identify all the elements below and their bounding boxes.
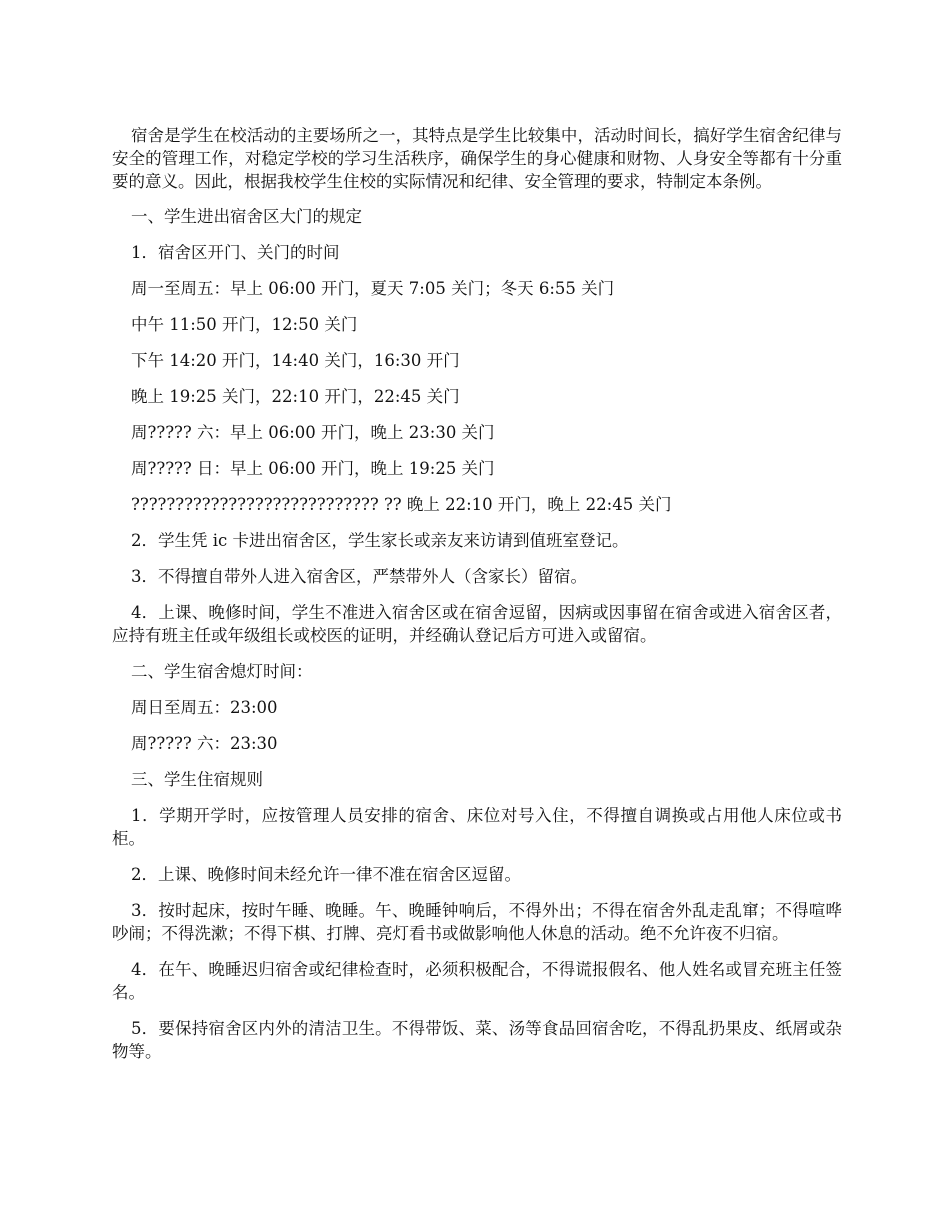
- lights-out-saturday: 周????? 六：23:30: [131, 734, 278, 753]
- schedule-line-sunday: 周????? 日：早上 06:00 开门，晚上 19:25 关门: [131, 459, 495, 478]
- dorm-rule-inspection: 4．在午、晚睡迟归宿舍或纪律检查时，必须积极配合，不得谎报假名、他人姓名或冒充班主任签名。: [112, 960, 842, 1002]
- rule-item-class-time-access: 4．上课、晚修时间，学生不准进入宿舍区或在宿舍逗留，因病或因事留在宿舍或进入宿舍区者，应持有班主任或年级组长或校医的证明，并经确认登记后方可进入或留宿。: [112, 603, 842, 645]
- intro-paragraph: 宿舍是学生在校活动的主要场所之一，其特点是学生比较集中，活动时间长，搞好学生宿舍纪律与安全的管理工作，对稳定学校的学习生活秩序，确保学生的身心健康和财物、人身安全等都有十分重要的意义。因此，根据我校学生住校的实际情况和纪律、安全管理的要求，特制定本条例。: [112, 126, 842, 191]
- rule-item-ic-card: 2．学生凭 ic 卡进出宿舍区，学生家长或亲友来访请到值班室登记。: [131, 531, 629, 550]
- section-heading-gate-rules: 一、学生进出宿舍区大门的规定: [131, 207, 362, 226]
- dorm-rule-no-lingering: 2．上课、晚修时间未经允许一律不准在宿舍区逗留。: [131, 865, 521, 884]
- schedule-line-noon: 中午 11:50 开门，12:50 关门: [131, 315, 358, 334]
- schedule-line-evening: 晚上 19:25 关门，22:10 开门，22:45 关门: [131, 387, 460, 406]
- lights-out-weekday: 周日至周五：23:00: [131, 698, 278, 717]
- dorm-rule-cleanliness: 5．要保持宿舍区内外的清洁卫生。不得带饭、菜、汤等食品回宿舍吃，不得乱扔果皮、纸屑或杂物等。: [112, 1019, 842, 1061]
- schedule-line-saturday: 周????? 六：早上 06:00 开门，晚上 23:30 关门: [131, 423, 495, 442]
- section-heading-lights-out: 二、学生宿舍熄灯时间：: [131, 662, 313, 681]
- schedule-line-weekday-morning: 周一至周五：早上 06:00 开门，夏天 7:05 关门；冬天 6:55 关门: [131, 279, 615, 298]
- schedule-line-afternoon: 下午 14:20 开门，14:40 关门，16:30 开门: [131, 351, 460, 370]
- section-heading-dorm-rules: 三、学生住宿规则: [131, 770, 263, 789]
- dorm-rule-sleep-schedule: 3．按时起床，按时午睡、晚睡。午、晚睡钟响后，不得外出；不得在宿舍外乱走乱窜；不得喧哗吵闹；不得洗漱；不得下棋、打牌、亮灯看书或做影响他人休息的活动。绝不允许夜不归宿。: [112, 901, 842, 943]
- schedule-line-sunday-evening: ???????????????????????????? ?? 晚上 22:10 开门，晚上 22:45 关门: [131, 495, 672, 514]
- rule-item-open-close-times: 1．宿舍区开门、关门的时间: [131, 243, 340, 262]
- document-body: [112, 124, 842, 1076]
- dorm-rule-bed-assignment: 1．学期开学时，应按管理人员安排的宿舍、床位对号入住，不得擅自调换或占用他人床位或书柜。: [112, 806, 842, 848]
- rule-item-no-outsiders: 3．不得擅自带外人进入宿舍区，严禁带外人（含家长）留宿。: [131, 567, 587, 586]
